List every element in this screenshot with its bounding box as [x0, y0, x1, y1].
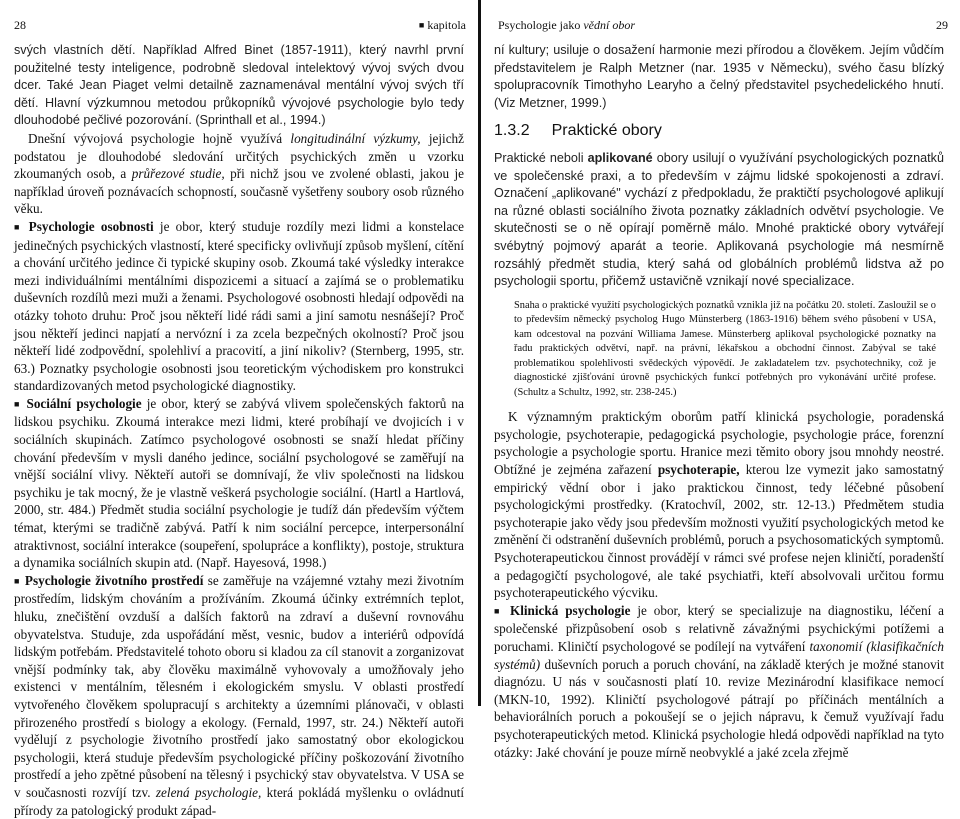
left-page-body [14, 42, 464, 819]
section-number: 1.3.2 [494, 122, 530, 140]
paragraph-text: jejichž podstatou je dlouhodobé sledování určitých psychických změn u vzorku zkoumaných osob, a [14, 130, 464, 182]
paragraph-text: duševních poruch a poruch chování, na základě kterých je možné stanovit diagnózu. U nás v současnosti platí 10. revize Mezinárodní klasifikace nemocí (MKN-10, 1992). Kliničtí psychologové pátrají po příčinách mentálních a behaviorálních poruch a pokoušejí se o jejich nápravu, k čemuž využívají řadu psychoterapeutických metod. Klinická psychologie hledá odpovědi například na tyto otázky: Jaké chování je pouze mírně neobvyklé a jaké zcela zřejmě [494, 656, 944, 760]
term-psychotherapy: psychoterapie, [657, 462, 740, 477]
left-page [0, 0, 480, 818]
running-title-emphasis: vědní obor [583, 18, 635, 32]
square-bullet-icon: ■ [14, 398, 22, 409]
section-heading [494, 122, 944, 140]
square-bullet-icon: ■ [494, 605, 504, 616]
spacer [494, 291, 944, 299]
paragraph: ní kultury; usiluje o dosažení harmonie mezi přírodou a člověkem. Jejím vůdčím představitelem je Ralph Metzner (nar. 1935 v Německu), svého času blízký spolupracovník Timothyho Learyho a čelný představitel psychedelického hnutí. (Viz Metzner, 1999.) [494, 43, 944, 110]
paragraph: svých vlastních dětí. Například Alfred Binet (1857-1911), který navrhl první použitelné testy inteligence, podrobně sledoval intelektový vývoj svých dvou dcer. Také Jean Piaget velmi detailně zaznamenával mentální vývoj svých tří dětí. Hlavní výzkumnou metodou průkopníků vývojové psychologie bylo tedy dlouhodobé pečlivé pozorování. (Sprinthall et al., 1994.) [14, 43, 464, 128]
left-page-number: 28 [14, 18, 26, 32]
paragraph [14, 572, 464, 819]
term-applied: aplikované [587, 150, 653, 165]
paragraph-text: Dnešní vývojová psychologie hojně využívá [28, 130, 291, 146]
paragraph-text: Praktické neboli [494, 150, 588, 165]
spacer [494, 400, 944, 408]
chapter-label [419, 18, 466, 33]
right-page-body [494, 42, 944, 761]
term-environmental-psychology: Psychologie životního prostředí [24, 572, 204, 588]
term-cross-sectional: průřezové studie, [131, 166, 225, 182]
paragraph-text: je obor, který studuje rozdíly mezi lidmi a konstelace jedinečných psychických vlastností, které specificky ovlivňují způsob myšlení, cítění a chování určitého jedince či typické skupiny osob. Zkoumá také výsledky interakce mezi individuálními mentálními dispozicemi a situací a zajímá se o problematiku duševních rozdílů mezi muži a ženami. Psychologové osobnosti hledají odpovědi na otázky tohoto druhu: Proč jsou někteří lidé rádi sami a jiní samotu nesnášejí? Proč jsou někteří jedinci napjatí a nervózní i za zcela bezpečných okolností? Proč jsou někteří lidé zodpovědní, spolehliví a pracovití, a jiní nikoliv? (Sternberg, 1995, str. 63.) Poznatky psychologie osobnosti jsou teoretickým východiskem pro konstrukci standardizovaných metod psychologické diagnostiky. [14, 218, 465, 394]
paragraph [14, 130, 464, 218]
paragraph-text: kterou lze vymezit jako samostatný empirický vědní obor i jako praktickou činnost, tedy léčebné působení psychologickými prostředky. (Kratochvíl, 2002, str. 12-13.) Předmětem studia psychoterapie jako vědy jsou především možnosti využití psychologických metod ke změnění či odstranění duševních problémů, poruch a psychosomatických symptomů. Psychoterapeutickou činnost provádějí v rámci své profese nejen kliničtí, poradenští a pedagogičtí psychologové, ale také psychiatři, kteří absolvovali určitou formu psychoterapeutického výcviku. [494, 462, 944, 601]
square-bullet-icon: ■ [418, 20, 425, 30]
paragraph-text: se zaměřuje na vzájemné vztahy mezi životním prostředím, lidským chováním a prožíváním. Zkoumá účinky extrémních teplot, hluku, znečištění ovzduší a dalších faktorů na zdraví a duševní rovnováhu obyvatelstva. Studuje, zda uspořádání měst, vesnic, budov a interiérů odpovídá lidským potřebám. Představitelé tohoto oboru si kladou za cíl stanovit a zorganizovat vnější podmínky tak, aby člověku maximálně vyhovovaly a umožňovaly jeho existenci v mentálním, tělesném i ekologickém smyslu. V oblasti prostředí vytvořeného člověkem spolupracují s architekty a územními plánovači, v oblasti přirozeného prostředí s biology a ekology. (Fernald, 1997, str. 24.) Někteří autoři vydělují z psychologie životního prostředí jako samostatný obor ekologickou psychologii, která studuje především psychologické příčiny poškozování životního prostředí a jeho zpětné působení na tělesný i psychický stav obyvatelstva. V USA se v současnosti rozvíjí tzv. [14, 572, 464, 800]
right-page [480, 0, 960, 760]
paragraph-text: která pokládá myšlenku o ovládnutí přírody za patologický produkt západ- [14, 784, 465, 818]
paragraph [14, 395, 464, 572]
section-title: Praktické obory [551, 122, 662, 140]
paragraph-text: je obor, který se specializuje na diagnostiku, léčení a společenské přizpůsobení osob s relativně závažnými psychickými potížemi a poruchami. Kliničtí psychologové se podílejí na vytváření [494, 602, 944, 654]
note-paragraph: Snaha o praktické využití psychologických poznatků vznikla již na počátku 20. století. Zasloužil se o to především německý psycholog Hugo Münsterberg (1863-1916) během svého působení v USA, kam odcestoval na pozvání Williama Jamese. Münsterberg aplikoval psychologické poznatky na řadu praktických odvětví, např. na právní, lékařskou a obchodní činnost. Zabýval se také problematikou spolehlivosti svědeckých výpovědí. Je zakladatelem tzv. psychotechniky, což je diagnostické zjišťování úrovně psychických funkcí potřebných pro vykonávání určité profese. (Schultz a Schultz, 1992, str. 238-245.) [514, 299, 936, 398]
paragraph [494, 602, 944, 761]
chapter-label-text: kapitola [427, 18, 466, 32]
paragraph [494, 408, 944, 602]
paragraph-text: je obor, který se zabývá vlivem společenských faktorů na lidskou psychiku. Zkoumá interakce mezi lidmi, které probíhají ve dvojicích i v sociálních skupinách. Zatímco psychologové osobnosti se snaží hledat příčiny chování především v mysli daného jedince, sociální psychologové se zaměřují na vnější sociální vlivy. Někteří autoři se domnívají, že vliv společnosti na lidskou psychiku je tak mocný, že je vlastně veškerá psychologie sociální. (Hartl a Hartlová, 2000, str. 484.) Předmět studia sociální psychologie je tudíž dán především výčtem témat, kterými se tradičně zabývá. Patří k nim sociální percepce, interpersonální atraktivnost, sociální interakce (soupeření, spolupráce a konflikty), postoje, struktura a dynamika sociálních skupin atd. (Např. Hayesová, 1998.) [14, 395, 464, 571]
paragraph-text: při nichž jsou ve zvolené oblasti, jakou je například úroveň poznávacích schopností, současně vyšetřeny soubory osob různého věku. [14, 166, 464, 217]
square-bullet-icon: ■ [14, 221, 23, 232]
right-page-number: 29 [936, 18, 948, 32]
square-bullet-icon: ■ [14, 575, 21, 586]
paragraph [14, 218, 464, 395]
running-title-text: Psychologie jako [498, 18, 584, 32]
term-longitudinal: longitudinální výzkumy, [290, 130, 421, 146]
paragraph-text: obory usilují o využívání psychologických poznatků ve společenské praxi, a to především v zájmu lidské spokojenosti a zdraví. Označení „aplikované" vychází z předpokladu, že praktičtí psychologové aplikují na různé oblasti sociálního života poznatky základních odvětví psychologie. Ve skutečnosti se o ně opírají poměrně málo. Mnohé praktické obory vytvářejí svébytný pojmový aparát a teorie. Aplikovaná psychologie má nesmírně rozsáhlý předmět studia, který sahá od globálních problémů lidstva až po psychologii sportu, přičemž ustavičně vznikají nové specializace. [494, 150, 944, 289]
running-title [498, 18, 635, 33]
term-taxonomies: taxonomií (klasifikačních systémů) [494, 638, 944, 672]
term-green-psychology: zelená psychologie, [155, 784, 262, 800]
term-personality-psychology: Psychologie osobnosti [28, 218, 154, 234]
paragraph [494, 150, 944, 291]
term-social-psychology: Sociální psychologie [26, 395, 142, 411]
paragraph-text: K významným praktickým oborům patří klinická psychologie, poradenská psychologie, psychoterapie, pedagogická psychologie, psychologie práce, forenzní psychologie a psychologie sportu. Hranice mezi těmito obory jsou mnohdy neostré. Obtížné je zejména zařazení [494, 409, 944, 477]
term-clinical-psychology: Klinická psychologie [509, 602, 631, 618]
